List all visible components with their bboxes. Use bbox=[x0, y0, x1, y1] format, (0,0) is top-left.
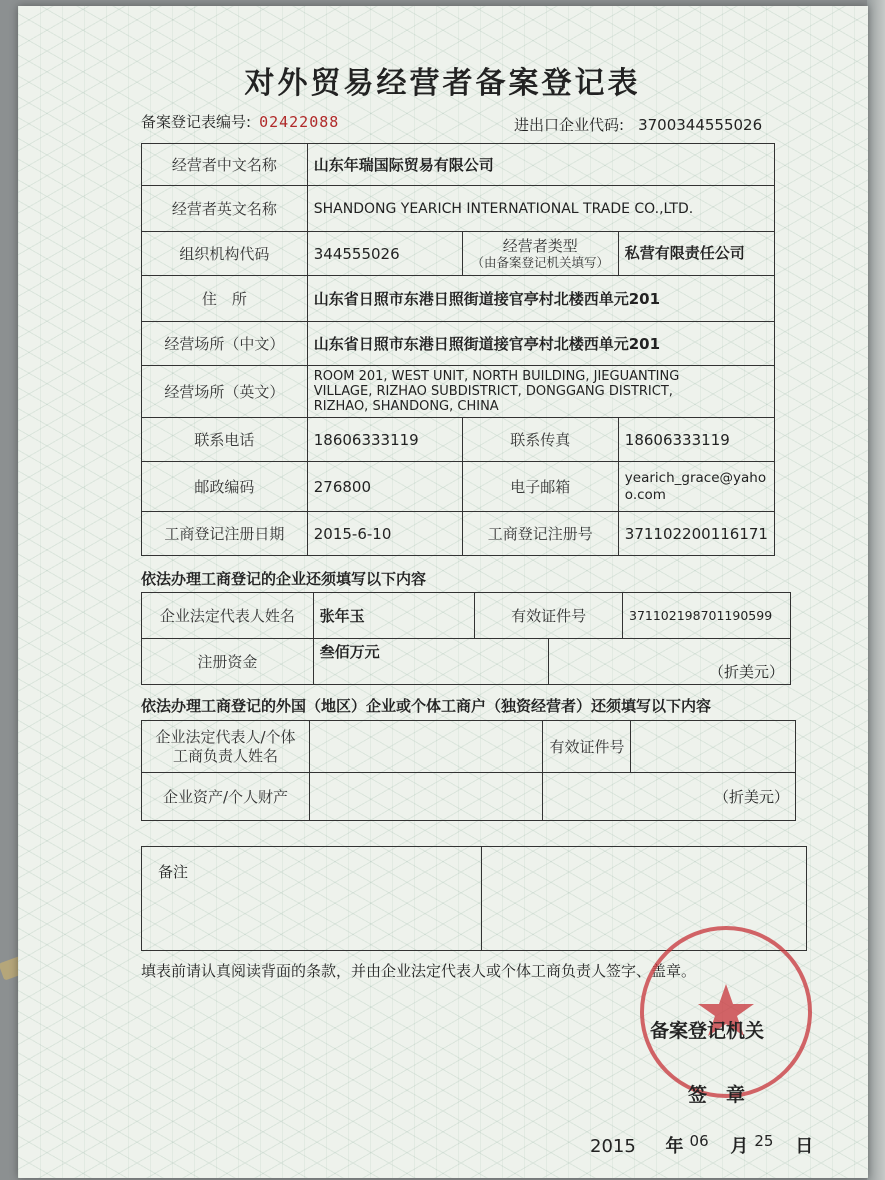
table-row bbox=[142, 462, 775, 512]
legal-rep-label: 企业法定代表人姓名 bbox=[142, 593, 314, 639]
table-row bbox=[142, 276, 775, 322]
foreign-id-label: 有效证件号 bbox=[543, 721, 631, 773]
foreign-id-value bbox=[631, 721, 796, 773]
table-row bbox=[142, 322, 775, 366]
id-value: 371102198701190599 bbox=[623, 593, 791, 639]
email-label: 电子邮箱 bbox=[462, 462, 618, 512]
section2-table bbox=[141, 720, 796, 821]
reg-no-value: 371102200116171 bbox=[618, 512, 774, 556]
reg-date-label: 工商登记注册日期 bbox=[142, 512, 308, 556]
capital-usd-label: （折美元） bbox=[549, 639, 791, 685]
official-seal bbox=[636, 922, 816, 1102]
table-row bbox=[142, 721, 796, 773]
address-value: 山东省日照市东港日照街道接官亭村北楼西单元201 bbox=[307, 276, 774, 322]
remarks-label: 备注 bbox=[142, 847, 482, 951]
capital-label: 注册资金 bbox=[142, 639, 314, 685]
enterprise-code bbox=[514, 114, 762, 135]
main-table bbox=[141, 143, 775, 556]
date-month: 06 bbox=[689, 1132, 709, 1150]
postcode-value: 276800 bbox=[307, 462, 462, 512]
id-label: 有效证件号 bbox=[475, 593, 623, 639]
section1-heading: 依法办理工商登记的企业还须填写以下内容 bbox=[141, 570, 427, 588]
postcode-label: 邮政编码 bbox=[142, 462, 308, 512]
org-code-value: 344555026 bbox=[307, 232, 462, 276]
org-code-label: 组织机构代码 bbox=[142, 232, 308, 276]
legal-rep-value: 张年玉 bbox=[313, 593, 475, 639]
table-row bbox=[142, 186, 775, 232]
date-month-label: 月 bbox=[730, 1136, 749, 1157]
email-value: yearich_grace@yahoo.com bbox=[618, 462, 774, 512]
registration-number-value: 02422088 bbox=[259, 113, 340, 131]
section2-heading: 依法办理工商登记的外国（地区）企业或个体工商户（独资经营者）还须填写以下内容 bbox=[141, 697, 712, 715]
assets-usd-label: （折美元） bbox=[543, 773, 796, 821]
instruction-note: 填表前请认真阅读背面的条款，并由企业法定代表人或个体工商负责人签字、盖章。 bbox=[141, 962, 697, 980]
operator-type-subtitle: （由备案登记机关填写） bbox=[471, 254, 610, 270]
enterprise-code-value: 3700344555026 bbox=[638, 116, 763, 134]
registration-number bbox=[141, 111, 339, 132]
reg-date-value: 2015-6-10 bbox=[307, 512, 462, 556]
table-row bbox=[142, 232, 775, 276]
phone-label: 联系电话 bbox=[142, 418, 308, 462]
premises-cn-value: 山东省日照市东港日照街道接官亭村北楼西单元201 bbox=[307, 322, 774, 366]
enterprise-code-label: 进出口企业代码: bbox=[514, 116, 625, 134]
fax-label: 联系传真 bbox=[462, 418, 618, 462]
operator-type-value: 私营有限责任公司 bbox=[618, 232, 774, 276]
capital-value: 叁佰万元 bbox=[313, 639, 549, 685]
page-title: 对外贸易经营者备案登记表 bbox=[244, 66, 641, 101]
table-row bbox=[142, 773, 796, 821]
date-day: 25 bbox=[754, 1132, 774, 1150]
cn-name-value: 山东年瑞国际贸易有限公司 bbox=[307, 144, 774, 186]
date-year-label: 年 bbox=[665, 1136, 684, 1157]
assets-value bbox=[310, 773, 543, 821]
table-row bbox=[142, 366, 775, 418]
date-year: 2015 bbox=[590, 1136, 636, 1157]
foreign-rep-value bbox=[310, 721, 543, 773]
table-row bbox=[142, 639, 791, 685]
address-label: 住 所 bbox=[142, 276, 308, 322]
assets-label: 企业资产/个人财产 bbox=[142, 773, 310, 821]
background-edge bbox=[867, 0, 885, 1180]
phone-value: 18606333119 bbox=[307, 418, 462, 462]
en-name-value: SHANDONG YEARICH INTERNATIONAL TRADE CO.,LTD. bbox=[307, 186, 774, 232]
section1-table bbox=[141, 592, 791, 685]
premises-en-label: 经营场所（英文） bbox=[142, 366, 308, 418]
table-row bbox=[142, 418, 775, 462]
premises-cn-label: 经营场所（中文） bbox=[142, 322, 308, 366]
registration-number-label: 备案登记表编号: bbox=[141, 113, 252, 131]
table-row bbox=[142, 144, 775, 186]
fax-value: 18606333119 bbox=[618, 418, 774, 462]
date-day-label: 日 bbox=[795, 1136, 814, 1157]
sign-label: 签 章 bbox=[688, 1084, 746, 1106]
premises-en-value: ROOM 201, WEST UNIT, NORTH BUILDING, JIEGUANTING VILLAGE, RIZHAO SUBDISTRICT, DONGGANG DISTRICT, RIZHAO, SHANDONG, CHINA bbox=[307, 366, 774, 418]
table-row bbox=[142, 512, 775, 556]
en-name-label: 经营者英文名称 bbox=[142, 186, 308, 232]
operator-type-title: 经营者类型 bbox=[502, 236, 578, 255]
issue-date bbox=[590, 1132, 813, 1158]
authority-label: 备案登记机关 bbox=[650, 1020, 765, 1042]
operator-type-label bbox=[462, 232, 618, 276]
reg-no-label: 工商登记注册号 bbox=[462, 512, 618, 556]
foreign-rep-label: 企业法定代表人/个体工商负责人姓名 bbox=[142, 721, 310, 773]
table-row bbox=[142, 593, 791, 639]
cn-name-label: 经营者中文名称 bbox=[142, 144, 308, 186]
